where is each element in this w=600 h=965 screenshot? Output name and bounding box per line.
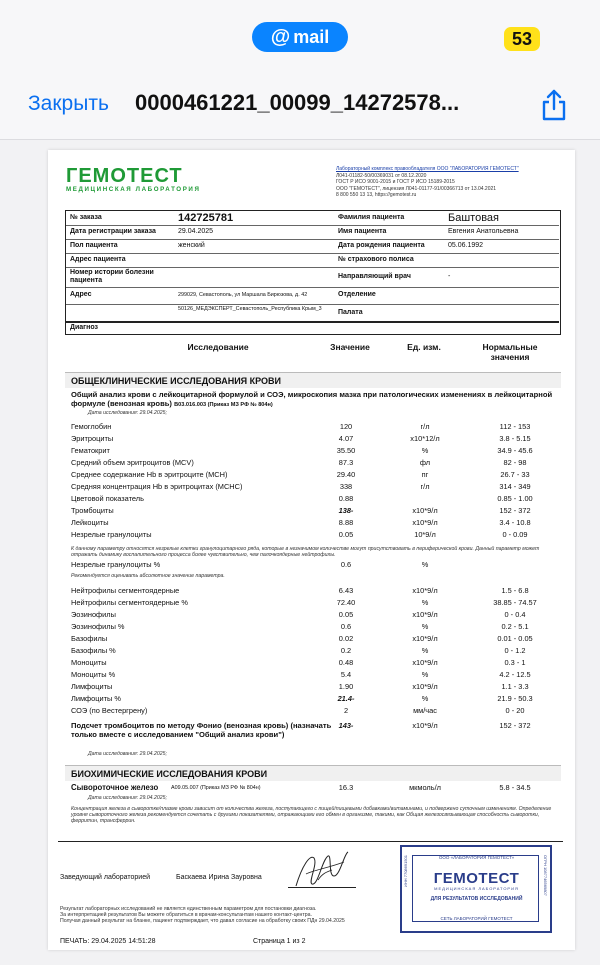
table-row <box>65 706 561 716</box>
iron-date: Дата исследования: 29.04.2025; <box>88 795 167 801</box>
row-value: 0.05 <box>338 610 354 619</box>
row-value: 0.6 <box>340 560 352 569</box>
row-norm: 4.2 - 12.5 <box>499 670 531 679</box>
row-unit: % <box>421 694 429 703</box>
table-row <box>65 670 561 680</box>
stamp-bottom-text: СЕТЬ ЛАБОРАТОРИЙ ГЕМОТЕСТ <box>440 916 513 921</box>
divider <box>66 304 559 305</box>
row-unit: x10*9/л <box>412 506 438 515</box>
surname-label: Фамилия пациента <box>338 214 405 221</box>
divider <box>66 287 559 288</box>
row-value: 0.2 <box>340 646 352 655</box>
iron-name: Сывороточное железо <box>71 783 159 792</box>
divider <box>66 253 559 254</box>
col-norm: Нормальные значения <box>482 342 538 362</box>
status-bar <box>0 0 600 68</box>
fonio-date: Дата исследования: 29.04.2025; <box>88 751 167 757</box>
row-name: Незрелые гранулоциты % <box>71 560 161 569</box>
divider <box>66 267 559 268</box>
row-name: Гемоглобин <box>71 422 112 431</box>
at-sign-icon: @ <box>270 25 291 48</box>
gemotest-logo <box>66 166 201 193</box>
row-norm: 0 - 1.2 <box>504 646 526 655</box>
page-number: Страница 1 из 2 <box>253 938 306 945</box>
history-label: Номер истории болезни пациента <box>70 269 154 284</box>
row-value: 35.50 <box>336 446 356 455</box>
col-unit: Ед. изм. <box>407 342 441 352</box>
note-immature: К данному параметру относятся незрелые клетки гранулоцитарного ряда, которые в незначимом количестве могут присутствовать в периферической крови. Данный параметр может отражать динамику воспалительного процесса более чувствительно, чем палочкоядерные нейтрофилы. <box>71 546 540 559</box>
row-name: Средний объем эритроцитов (MCV) <box>71 458 194 467</box>
ward-label: Палата <box>338 309 363 316</box>
close-button[interactable]: Закрыть <box>28 92 109 115</box>
patient-info-table <box>65 210 561 335</box>
surname-value: Баштовая <box>448 212 499 224</box>
row-unit: фл <box>419 458 431 467</box>
row-value: 29.40 <box>336 470 356 479</box>
diagnosis-label: Диагноз <box>70 324 98 331</box>
table-row <box>65 458 561 468</box>
row-name: Базофилы <box>71 634 108 643</box>
study1-code: B03.016.003 (Приказ МЗ РФ № 804н) <box>174 402 273 408</box>
doctor-value: - <box>448 273 451 280</box>
row-unit: x10*9/л <box>412 682 438 691</box>
license-line: ООО "ГЕМОТЕСТ", лицензия Л041-01177-91/00366713 от 13.04.2021 <box>336 185 497 192</box>
fonio-unit: x10*9/л <box>412 721 438 730</box>
row-unit: пг <box>421 470 429 479</box>
fonio-row <box>65 721 561 731</box>
row-value: 6.43 <box>338 586 354 595</box>
share-icon[interactable] <box>538 88 570 122</box>
row-unit: мм/час <box>413 706 437 715</box>
row-name: Эозинофилы <box>71 610 116 619</box>
row-name: Лимфоциты % <box>71 694 121 703</box>
row-norm: 1.1 - 3.3 <box>501 682 529 691</box>
row-name: СОЭ (по Вестергрену) <box>71 706 148 715</box>
row-unit: % <box>421 446 429 455</box>
row-value: 8.88 <box>338 518 354 527</box>
row-norm: 0.01 - 0.05 <box>497 634 533 643</box>
table-row <box>65 586 561 596</box>
table-row <box>65 658 561 668</box>
name-label: Имя пациента <box>338 228 387 235</box>
row-value: 138- <box>338 506 354 515</box>
regdate-label: Дата регистрации заказа <box>70 228 156 235</box>
notification-counter[interactable]: 53 <box>504 27 540 51</box>
license-line: 8 800 550 13 13, https://gemotest.ru <box>336 192 417 198</box>
disclaimer <box>60 906 400 925</box>
note-iron: Концентрация железа в сыворотке/плазме крови зависит от количества железа, поступающего с пищей/пищевыми добавками/витаминами, и подвержено суточным изменениям. Определение уровня сывороточного железа рекомендуется сочетать с другими показателями, отражающими его обмен в организме, такими, как Общая железосвязывающая способность сыворотки, ферритин, трансферрин. <box>71 806 552 825</box>
row-norm: 1.5 - 6.8 <box>501 586 529 595</box>
row-value: 2 <box>343 706 349 715</box>
col-study: Исследование <box>187 342 249 352</box>
table-row <box>65 446 561 456</box>
row-norm: 0 - 0.4 <box>504 610 526 619</box>
row-name: Гематокрит <box>71 446 110 455</box>
row-unit: % <box>421 670 429 679</box>
iron-row <box>65 783 561 793</box>
table-row <box>65 530 561 540</box>
name-value: Евгения Анатольевна <box>448 228 519 235</box>
row-unit: г/л <box>420 482 430 491</box>
row-norm: 112 - 153 <box>499 422 531 431</box>
row-norm: 3.4 - 10.8 <box>499 518 531 527</box>
regdate-value: 29.04.2025 <box>178 228 214 235</box>
divider <box>66 225 559 226</box>
row-norm: 314 - 349 <box>499 482 531 491</box>
order-label: № заказа <box>70 214 102 221</box>
col-value: Значение <box>330 342 370 352</box>
iron-code: A09.05.007 (Приказ МЗ РФ № 804н) <box>171 785 261 791</box>
document-page <box>48 150 575 950</box>
study1-title <box>71 390 561 410</box>
dept-label: Отделение <box>338 291 376 298</box>
license-line[interactable]: Лабораторный комплекс правообладателя ООО "ЛАБОРАТОРИЯ ГЕМОТЕСТ" <box>336 166 519 172</box>
table-row <box>65 622 561 632</box>
row-value: 21.4- <box>337 694 355 703</box>
sex-value: женский <box>178 242 205 249</box>
row-unit: x10*9/л <box>412 634 438 643</box>
row-name: Базофилы % <box>71 646 116 655</box>
mail-app-pill[interactable] <box>252 22 348 52</box>
table-row <box>65 482 561 492</box>
divider <box>66 239 559 240</box>
row-unit: % <box>421 560 429 569</box>
addr-value: 299029, Севастополь, ул Маршала Бирюзова, д. 42 <box>178 292 308 298</box>
row-name: Моноциты % <box>71 670 116 679</box>
row-unit: x10*9/л <box>412 586 438 595</box>
stamp-top-text: ООО «ЛАБОРАТОРИЯ ГЕМОТЕСТ» <box>438 855 515 860</box>
head-name: Баскаева Ирина Зауровна <box>176 874 262 881</box>
row-name: Эозинофилы % <box>71 622 125 631</box>
row-value: 87.3 <box>338 458 354 467</box>
row-name: Лейкоциты <box>71 518 109 527</box>
stamp-inn: ИНН 7708691501 <box>403 855 408 888</box>
stamp-ogrn: ОГРН 1087746569807 <box>543 855 548 896</box>
signature-line <box>288 887 356 888</box>
row-name: Среднее содержание Hb в эритроците (MCH) <box>71 470 228 479</box>
row-norm: 82 - 98 <box>503 458 527 467</box>
mail-label: mail <box>293 26 330 47</box>
row-name: Нейтрофилы сегментоядерные <box>71 586 180 595</box>
row-name: Цветовой показатель <box>71 494 144 503</box>
row-unit: x10*12/л <box>410 434 440 443</box>
table-row <box>65 494 561 504</box>
row-name: Моноциты <box>71 658 107 667</box>
table-row <box>65 506 561 516</box>
row-value: 72.40 <box>336 598 356 607</box>
order-value: 142725781 <box>178 212 234 224</box>
stamp-for-text: ДЛЯ РЕЗУЛЬТАТОВ ИССЛЕДОВАНИЙ <box>430 896 523 902</box>
laboratory-stamp <box>400 845 552 933</box>
section-general-clinical: ОБЩЕКЛИНИЧЕСКИЕ ИССЛЕДОВАНИЯ КРОВИ <box>65 372 561 388</box>
row-norm: 152 - 372 <box>499 506 531 515</box>
row-value: 4.07 <box>338 434 354 443</box>
row-unit: г/л <box>420 422 430 431</box>
iron-value: 16.3 <box>338 783 354 792</box>
row-unit: % <box>421 598 429 607</box>
row-value: 0.05 <box>338 530 354 539</box>
stamp-sub-text: МЕДИЦИНСКАЯ ЛАБОРАТОРИЯ <box>434 886 519 891</box>
row-unit: 10*9/л <box>414 530 436 539</box>
print-date: ПЕЧАТЬ: 29.04.2025 14:51:28 <box>60 938 156 945</box>
iron-unit: мкмоль/л <box>409 783 441 792</box>
file-title: 0000461221_00099_14272578... <box>135 90 460 115</box>
fonio-title: Подсчет тромбоцитов по методу Фонио (венозная кровь) (назначать только вместе с исследованием "Общий анализ крови") <box>71 721 332 739</box>
disclaimer-line: Результат лабораторных исследований не является единственным параметром для постановки диагноза. <box>60 906 317 912</box>
table-row <box>65 434 561 444</box>
row-norm: 38.85 - 74.57 <box>493 598 537 607</box>
row-value: 0.48 <box>338 658 354 667</box>
viewer-navbar <box>0 68 600 140</box>
note-absolute: Рекомендуется оценивать абсолютное значение параметра. <box>71 573 225 579</box>
iron-norm: 5.8 - 34.5 <box>499 783 531 792</box>
table-row <box>65 518 561 528</box>
logo-main-text: ГЕМОТЕСТ <box>66 165 183 187</box>
study1-title-text: Общий анализ крови с лейкоцитарной формулой и СОЭ, микроскопия мазка при патологических изменениях в лейкоцитарной формуле (венозная кровь) <box>71 390 553 408</box>
table-row <box>65 422 561 432</box>
divider <box>66 321 559 323</box>
row-unit: x10*9/л <box>412 518 438 527</box>
row-unit: x10*9/л <box>412 610 438 619</box>
doctor-label: Направляющий врач <box>338 273 411 280</box>
row-value: 120 <box>339 422 353 431</box>
row-value: 0.6 <box>340 622 352 631</box>
row-unit: % <box>421 646 429 655</box>
stamp-logo-text: ГЕМОТЕСТ <box>433 870 520 887</box>
license-line: ГОСТ Р ИСО 9001-2015 и ГОСТ Р ИСО 15189-2015 <box>336 179 455 185</box>
table-row <box>65 634 561 644</box>
addr-label: Адрес <box>70 291 92 298</box>
row-name: Лимфоциты <box>71 682 113 691</box>
row-value: 0.02 <box>338 634 354 643</box>
birth-value: 05.06.1992 <box>448 242 484 249</box>
row-value: 5.4 <box>340 670 352 679</box>
address-label: Адрес пациента <box>70 256 126 263</box>
table-row <box>65 560 561 570</box>
row-unit: % <box>421 622 429 631</box>
table-row <box>65 610 561 620</box>
disclaimer-line: За интерпретацией результатов Вы можете обратиться в врачам-консультантам нашего контакт-центра. <box>60 912 312 919</box>
row-norm: 34.9 - 45.6 <box>497 446 533 455</box>
row-norm: 0.2 - 5.1 <box>501 622 529 631</box>
disclaimer-line: Получая данный результат на бланке, пациент подтверждает, что давал согласие на обработку своих ПДн 29.04.2025 <box>60 918 345 925</box>
row-norm: 3.8 - 5.15 <box>499 434 531 443</box>
fonio-value: 143- <box>338 721 354 730</box>
row-name: Средняя концентрация Hb в эритроцитах (MCHC) <box>71 482 243 491</box>
license-line: Л041-01182-50/00369031 от 08.12.2020 <box>336 172 427 179</box>
addr2-value: 50126_МЕДЭКСПЕРТ_Севастополь_Республика Крым_3 <box>178 306 322 312</box>
table-row <box>65 470 561 480</box>
row-value: 0.88 <box>338 494 354 503</box>
table-row <box>65 694 561 704</box>
table-row <box>65 646 561 656</box>
row-norm: 0.85 - 1.00 <box>497 494 533 503</box>
row-value: 1.90 <box>338 682 354 691</box>
row-name: Незрелые гранулоциты <box>71 530 152 539</box>
row-norm: 0 - 20 <box>505 706 525 715</box>
row-value: 338 <box>339 482 353 491</box>
head-label: Заведующий лабораторией <box>60 874 150 881</box>
study1-date: Дата исследования: 29.04.2025; <box>88 410 167 416</box>
stamp-frame <box>412 855 539 922</box>
row-norm: 26.7 - 33 <box>500 470 530 479</box>
logo-sub-text: МЕДИЦИНСКАЯ ЛАБОРАТОРИЯ <box>66 186 201 193</box>
row-norm: 0 - 0.09 <box>502 530 528 539</box>
row-name: Тромбоциты <box>71 506 114 515</box>
section-biochemistry: БИОХИМИЧЕСКИЕ ИССЛЕДОВАНИЯ КРОВИ <box>65 765 561 781</box>
table-row <box>65 598 561 608</box>
row-name: Нейтрофилы сегментоядерные % <box>71 598 188 607</box>
license-info <box>336 166 568 199</box>
birth-label: Дата рождения пациента <box>338 242 425 249</box>
row-norm: 21.9 - 50.3 <box>497 694 533 703</box>
row-norm: 0.3 - 1 <box>504 658 526 667</box>
insurance-label: № страхового полиса <box>338 256 414 263</box>
row-unit: x10*9/л <box>412 658 438 667</box>
sex-label: Пол пациента <box>70 242 118 249</box>
row-name: Эритроциты <box>71 434 114 443</box>
footer-divider <box>58 841 563 842</box>
fonio-norm: 152 - 372 <box>499 721 531 730</box>
table-row <box>65 682 561 692</box>
